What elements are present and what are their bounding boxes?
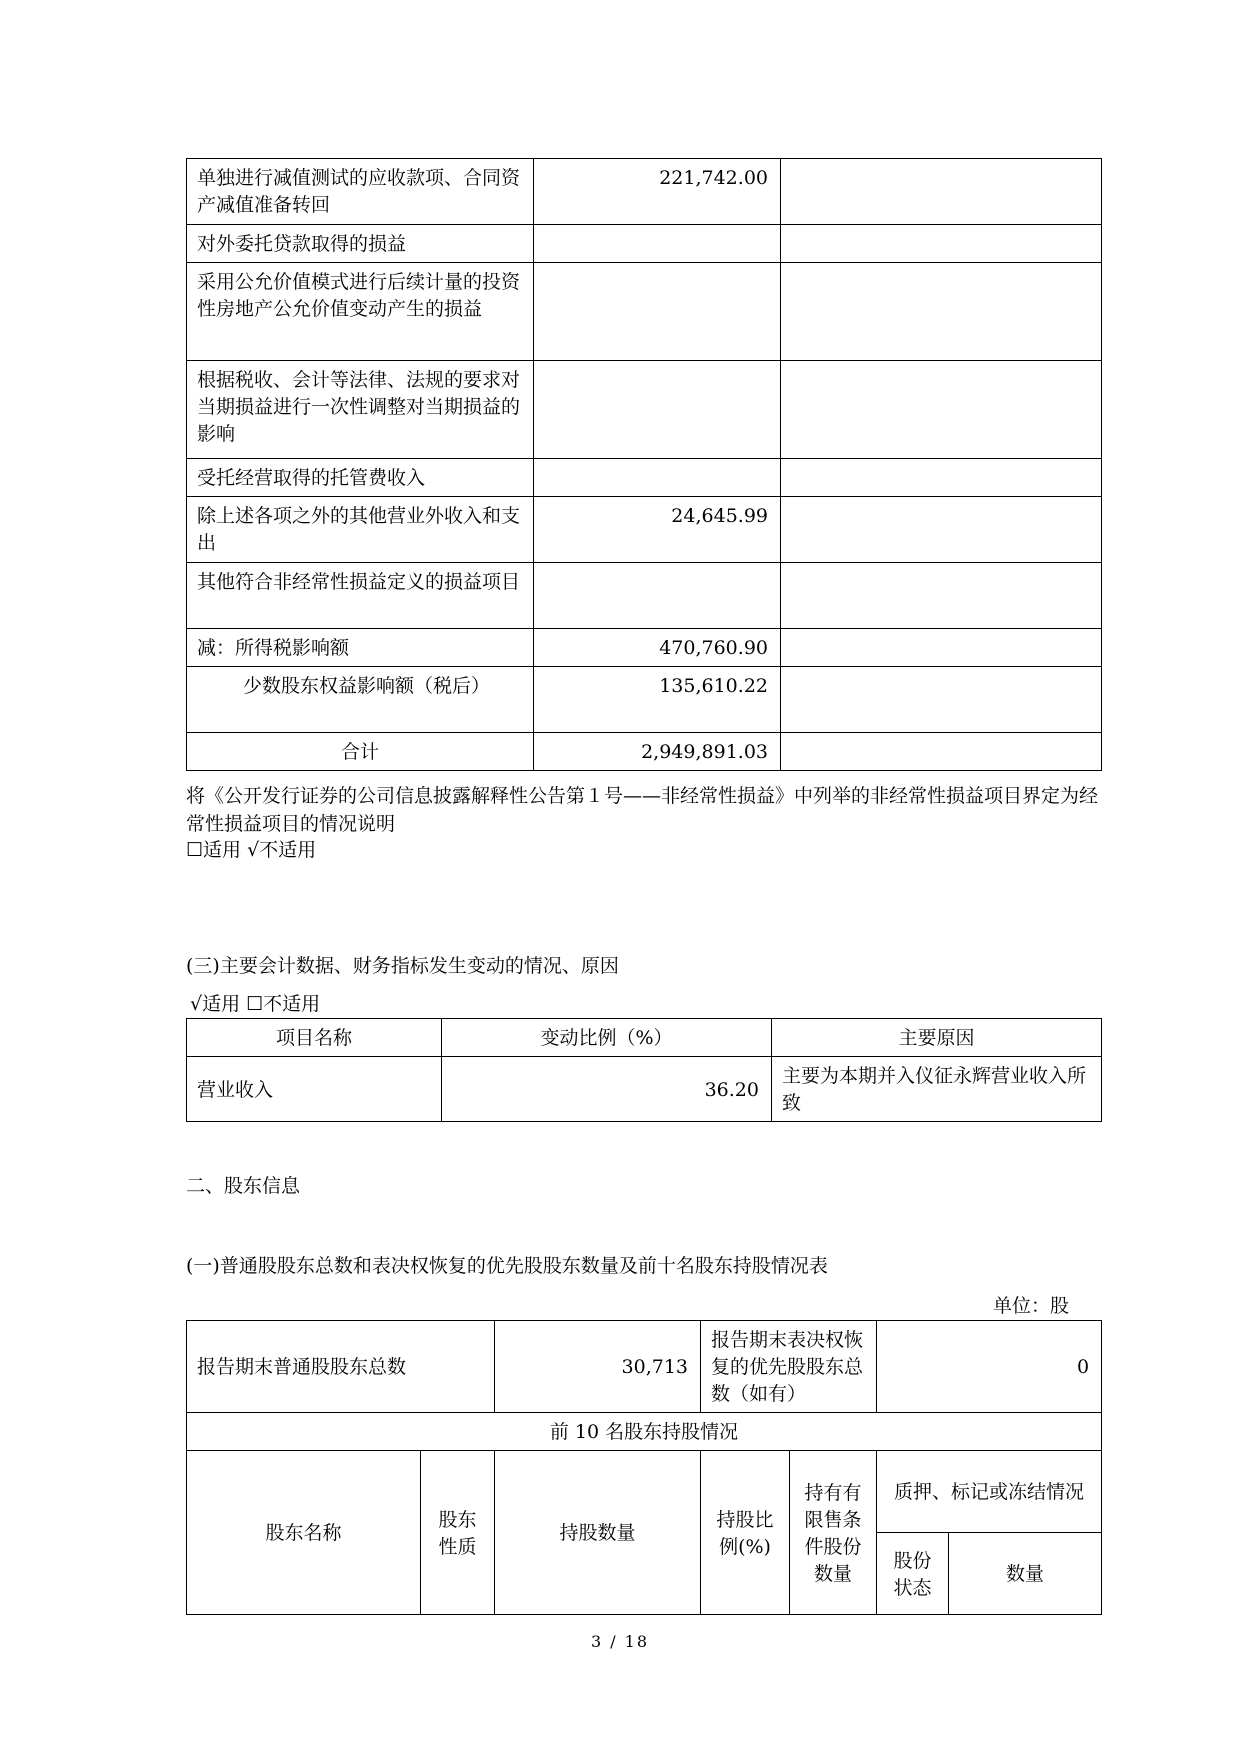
note-options: ☐适用 √不适用: [186, 839, 317, 861]
header-pledge: 质押、标记或冻结情况: [877, 1451, 1102, 1533]
row-note: [781, 263, 1102, 361]
shareholder-table: [186, 1320, 1102, 1615]
item-name: 营业收入: [187, 1057, 442, 1122]
row-note: [781, 733, 1102, 771]
summary-value-1: 30,713: [495, 1321, 701, 1413]
row-note: [781, 629, 1102, 667]
row-label: 受托经营取得的托管费收入: [187, 459, 534, 497]
summary-label-1-text: 报告期末普通股股东总数: [197, 1356, 407, 1378]
row-note: [781, 225, 1102, 263]
row-label: 根据税收、会计等法律、法规的要求对当期损益进行一次性调整对当期损益的影响: [187, 361, 534, 459]
row-note: [781, 667, 1102, 733]
summary-label-2: 报告期末表决权恢复的优先股股东总数（如有）: [701, 1321, 877, 1413]
row-value: [534, 225, 781, 263]
row-note: [781, 361, 1102, 459]
section3-options: √适用 ☐不适用: [190, 993, 321, 1015]
header-share-status: 股份状态: [877, 1533, 949, 1615]
row-value: 135,610.22: [534, 667, 781, 733]
row-label: 单独进行减值测试的应收款项、合同资产减值准备转回: [187, 159, 534, 225]
row-label: 除上述各项之外的其他营业外收入和支出: [187, 497, 534, 563]
summary-value-2: 0: [877, 1321, 1102, 1413]
row-value: 221,742.00: [534, 159, 781, 225]
unit-label: 单位：股: [993, 1295, 1070, 1317]
total-label: 合计: [187, 733, 534, 771]
header-shareholder-name: 股东名称: [187, 1451, 421, 1615]
row-label: 少数股东权益影响额（税后）: [187, 667, 534, 733]
row-value: [534, 361, 781, 459]
header-ratio: 变动比例（%）: [442, 1019, 772, 1057]
row-label: 其他符合非经常性损益定义的损益项目: [187, 563, 534, 629]
summary-label-1: [187, 1321, 495, 1413]
top10-title: 前 10 名股东持股情况: [187, 1413, 1102, 1451]
row-label: 减：所得税影响额: [187, 629, 534, 667]
row-note: [781, 563, 1102, 629]
row-value: [534, 263, 781, 361]
row-note: [781, 159, 1102, 225]
header-reason: 主要原因: [772, 1019, 1102, 1057]
note-paragraph: 将《公开发行证券的公司信息披露解释性公告第１号——非经常性损益》中列举的非经常性损益项目界定为经常性损益项目的情况说明: [186, 785, 1099, 835]
change-table: [186, 1018, 1102, 1122]
row-value: 470,760.90: [534, 629, 781, 667]
section3-heading: (三)主要会计数据、财务指标发生变动的情况、原因: [186, 955, 619, 977]
total-value: 2,949,891.03: [534, 733, 781, 771]
item-ratio: 36.20: [442, 1057, 772, 1122]
page-number: 3 / 18: [590, 1632, 650, 1651]
section2-subheading: (一)普通股股东总数和表决权恢复的优先股股东数量及前十名股东持股情况表: [186, 1255, 828, 1277]
section2-heading: 二、股东信息: [186, 1175, 301, 1197]
row-label: 采用公允价值模式进行后续计量的投资性房地产公允价值变动产生的损益: [187, 263, 534, 361]
header-restricted-shares: 持有有限售条件股份数量: [790, 1451, 877, 1615]
row-note: [781, 497, 1102, 563]
row-note: [781, 459, 1102, 497]
row-value: [534, 563, 781, 629]
row-label: 对外委托贷款取得的损益: [187, 225, 534, 263]
header-share-count: 持股数量: [495, 1451, 701, 1615]
row-value: [534, 459, 781, 497]
nonrecurring-table: [186, 158, 1102, 771]
header-pledge-quantity: 数量: [949, 1533, 1102, 1615]
row-value: 24,645.99: [534, 497, 781, 563]
item-reason: 主要为本期并入仪征永辉营业收入所致: [772, 1057, 1102, 1122]
header-share-ratio: 持股比例(%): [701, 1451, 790, 1615]
header-shareholder-nature: 股东性质: [421, 1451, 495, 1615]
header-item: 项目名称: [187, 1019, 442, 1057]
